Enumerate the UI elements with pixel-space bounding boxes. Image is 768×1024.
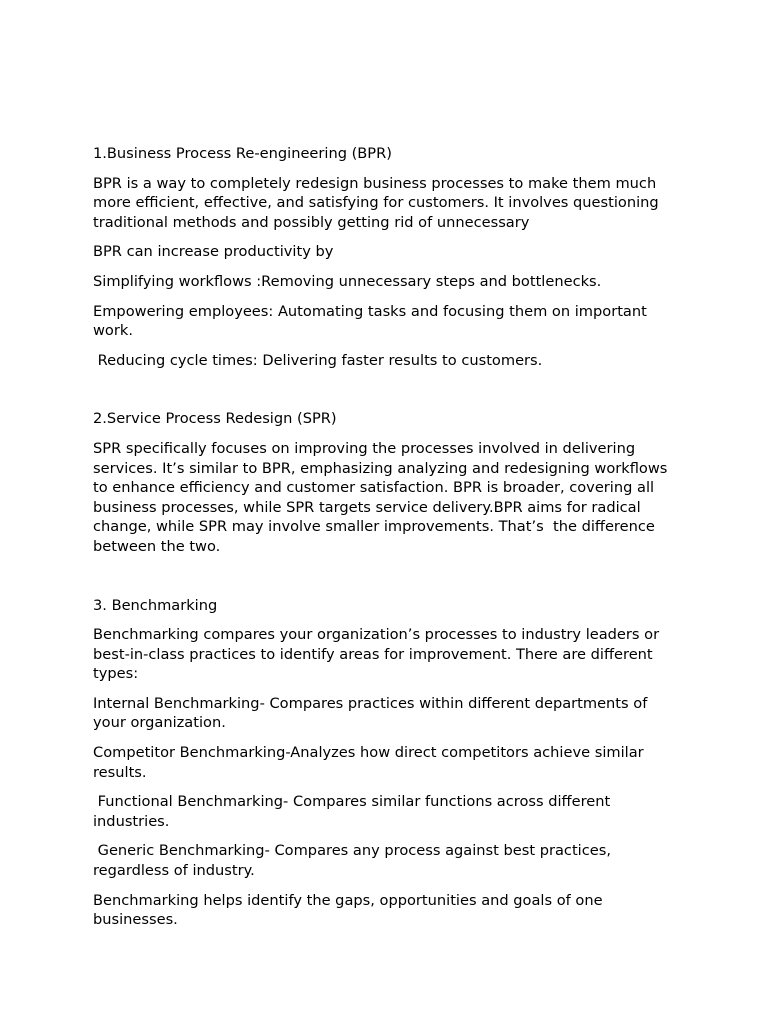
paragraph: Internal Benchmarking- Compares practices within different departments of your organization. — [93, 694, 652, 732]
section-benchmarking — [93, 596, 683, 930]
paragraph: Benchmarking helps identify the gaps, opportunities and goals of one businesses. — [93, 891, 608, 929]
document-body — [93, 144, 683, 940]
section-heading: 1.Business Process Re-engineering (BPR) — [93, 145, 392, 162]
section-bpr — [93, 144, 683, 370]
paragraph: Reducing cycle times: Delivering faster results to customers. — [93, 351, 543, 369]
paragraph: BPR can increase productivity by — [93, 243, 334, 261]
section-spacer — [93, 380, 683, 409]
paragraph: BPR is a way to completely redesign business processes to make them much more efficient, effective, and satisfying for customers. It involves questioning traditional methods and possibly getting rid of unnecessary — [93, 174, 664, 231]
paragraph: Functional Benchmarking- Compares similar functions across different industries. — [93, 793, 615, 830]
paragraph: Competitor Benchmarking-Analyzes how direct competitors achieve similar results. — [93, 744, 649, 781]
paragraph: Benchmarking compares your organization’s processes to industry leaders or best-in-class practices to identify areas for improvement. There are different types: — [93, 626, 664, 683]
paragraph: Simplifying workflows :Removing unnecessary steps and bottlenecks. — [93, 272, 602, 290]
paragraph: SPR specifically focuses on improving the processes involved in delivering services. It’s similar to BPR, emphasizing analyzing and redesigning workflows to enhance efficiency and customer satisfaction. BPR is broader, covering all business processes, while SPR targets service delivery.BPR aims for radical change, while SPR may involve smaller improvements. That’s the difference between the two. — [93, 439, 673, 555]
section-heading: 3. Benchmarking — [93, 596, 218, 614]
paragraph: Generic Benchmarking- Compares any process against best practices, regardless of industry. — [93, 842, 616, 880]
section-heading: 2.Service Process Redesign (SPR) — [93, 410, 337, 428]
paragraph: Empowering employees: Automating tasks and focusing them on important work. — [93, 302, 652, 340]
section-spr — [93, 409, 683, 556]
section-spacer — [93, 567, 683, 596]
